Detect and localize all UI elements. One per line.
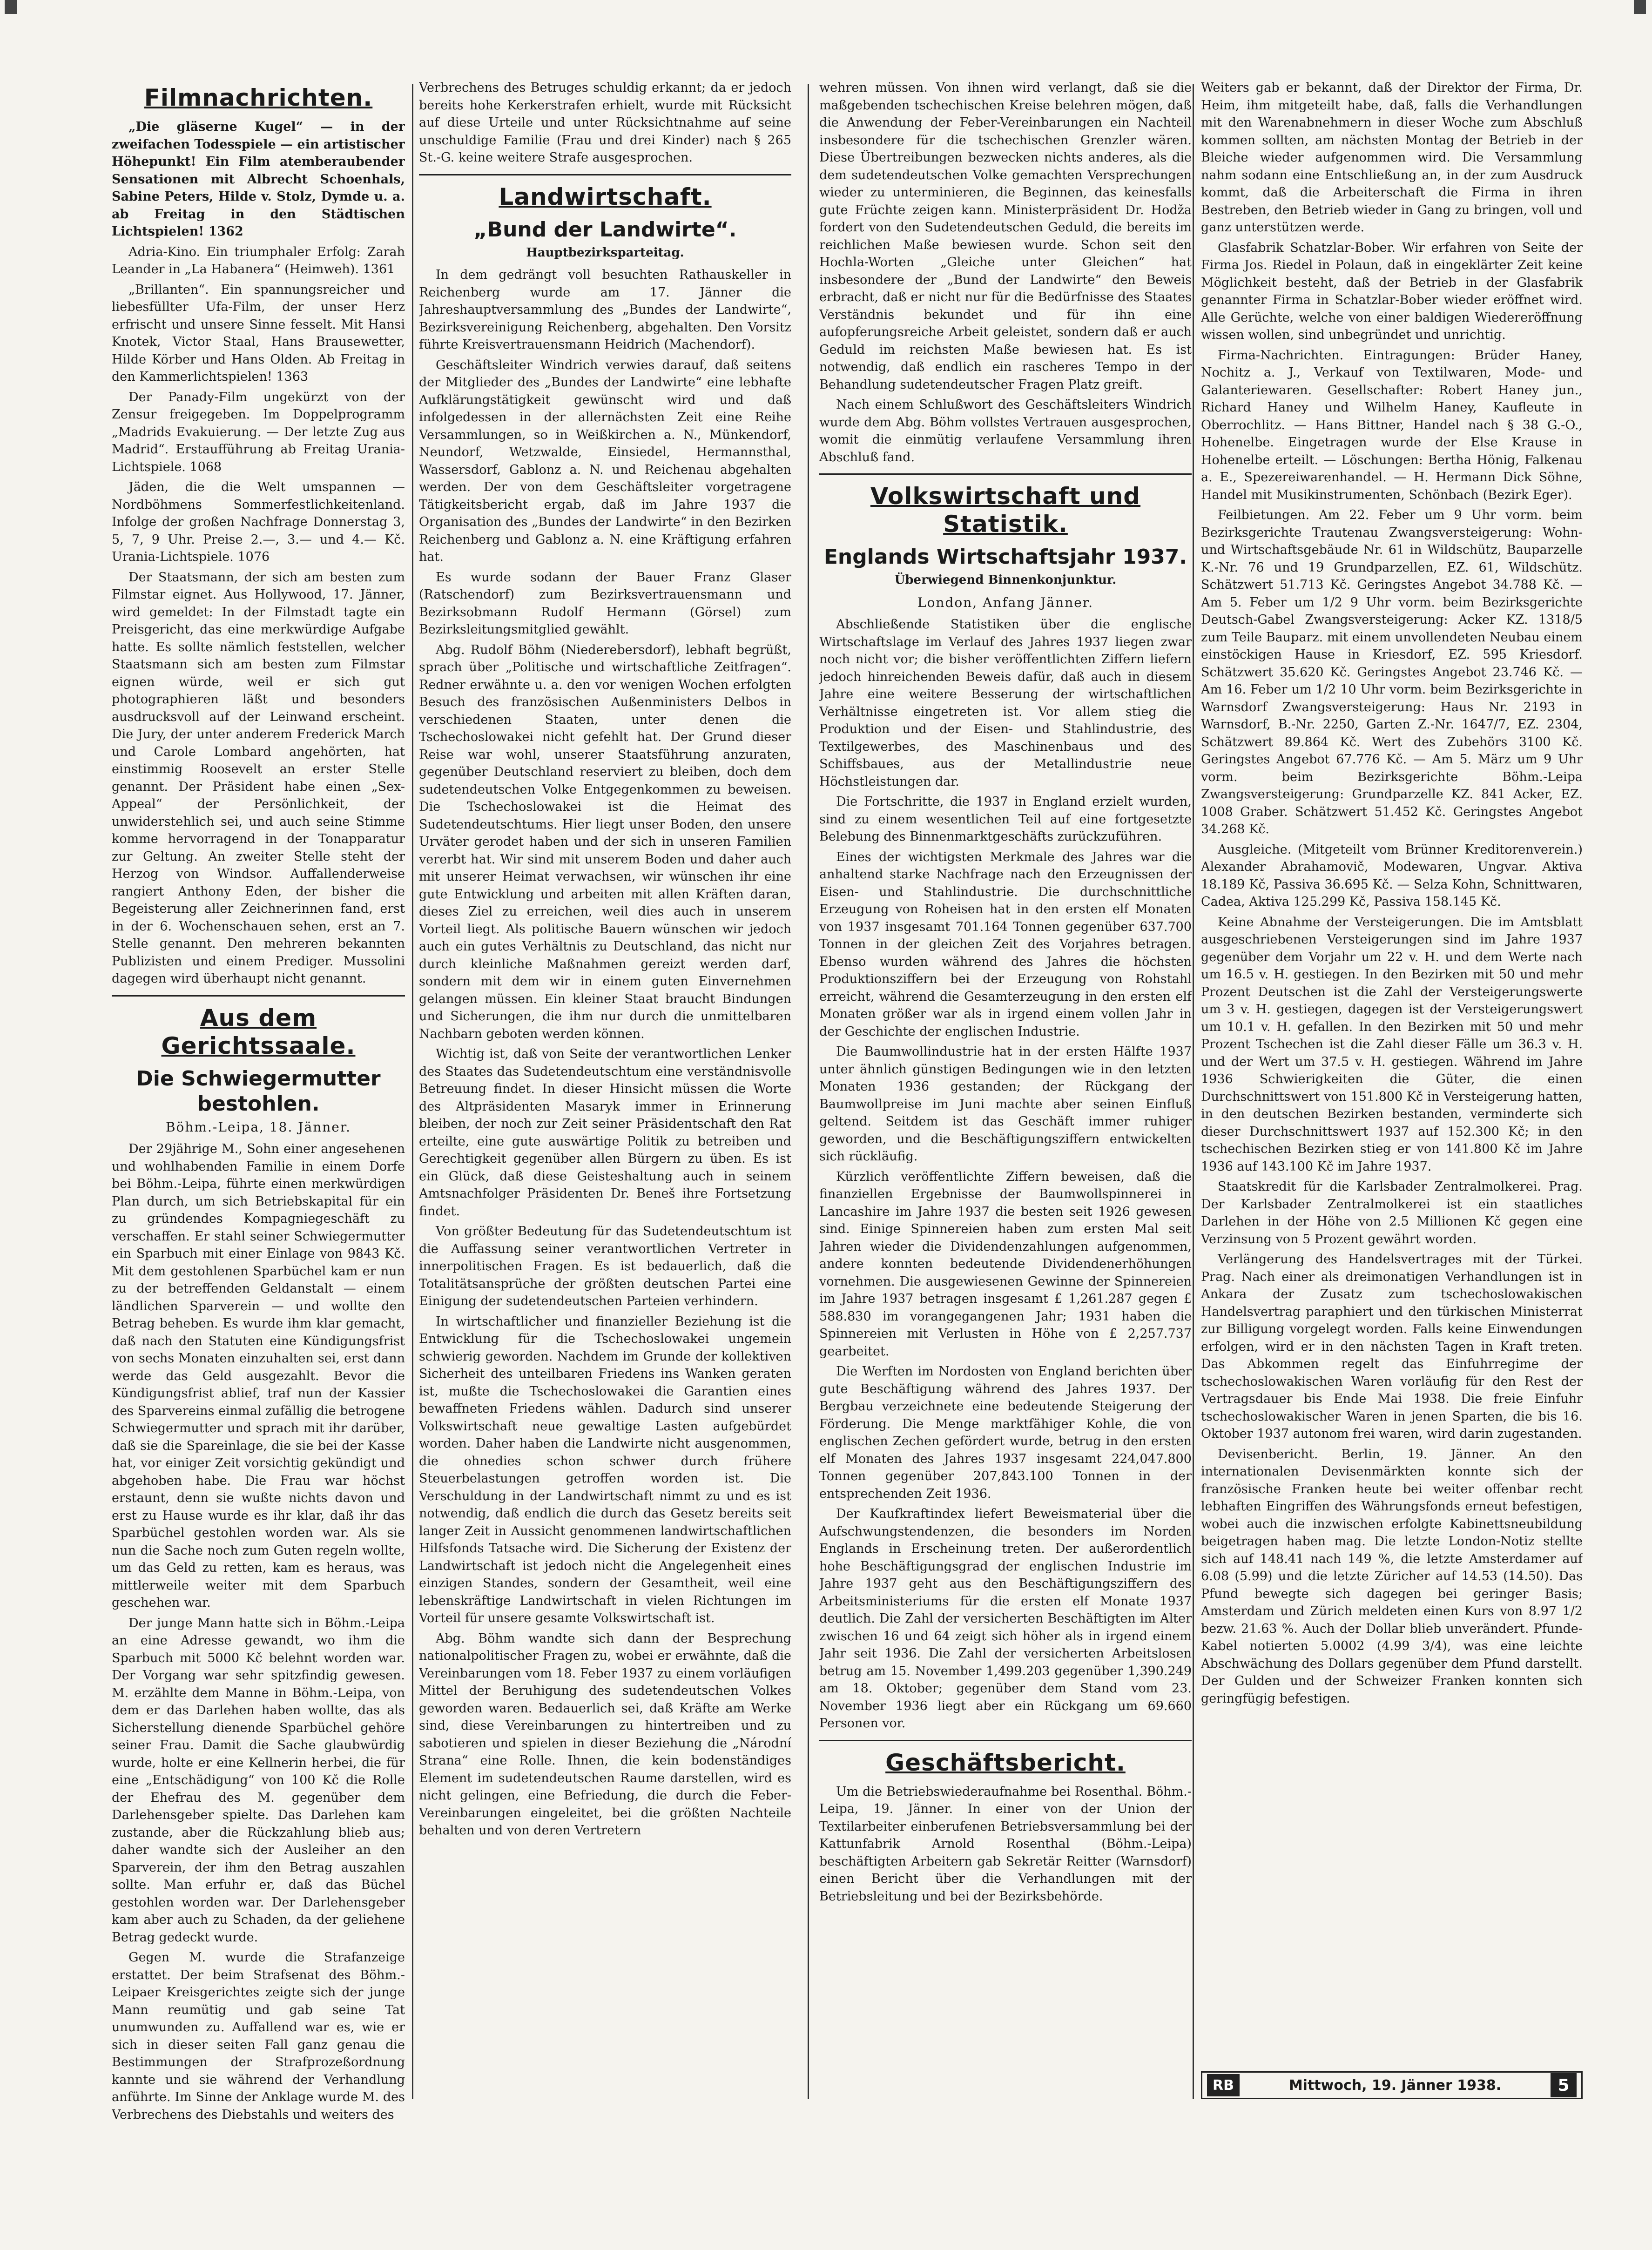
article-paragraph: Abschließende Statistiken über die englische Wirtschaftslage im Verlauf des Jahres 1937 liegen zwar noch nicht vor; die bisher veröffentlichten Ziffern liefern jedoch hinreichenden Beweis dafür, daß auch in diesem Jahre eine weitere Besserung der wirtschaftlichen Verhältnisse eingetreten ist. Vor allem stieg die Produktion und der Eisen- und Stahlindustrie, des Textilgewerbes, des Maschinenbaus und des Schiffsbaues, aus der Metallindustrie neue Höchstleistungen dar. (819, 617, 1192, 789)
section-title-court: Aus dem Gerichtssaale. (161, 1004, 356, 1059)
column-rule (808, 84, 809, 2099)
article-paragraph: Die Baumwollindustrie hat in der ersten Hälfte 1937 unter ähnlich günstigen Bedingungen wie in den letzten Monaten 1936 gestanden; der Rückgang der Baumwollpreise im Juni machte aber seinen Einfluß geltend. Seitdem ist das Geschäft immer ruhiger geworden, und die Beschäftigungsziffern entwickelten sich rückläufig. (819, 1044, 1192, 1164)
dateline: London, Anfang Jänner. (917, 594, 1094, 610)
article-headline: „Bund der Landwirte“. (473, 217, 737, 242)
article-paragraph: Geschäftsleiter Windrich verwies darauf, daß seitens der Mitglieder des „Bundes der Landwirte“ eine lebhafte Aufklärungstätigkeit gewünscht wird und daß infolgedessen in der allernächsten Zeit eine Reihe Versammlungen, so in Weißkirchen a. N., Münkendorf, Neundorf, Wetzwalde, Einsiedel, Hermannsthal, Wassersdorf, Gablonz a. N. und Reichenau abgehalten werden. Der von dem Geschäftsleiter vorgetragene Tätigkeitsbericht ergab, daß im Jahre 1937 die Organisation des „Bundes der Landwirte“ in den Bezirken Reichenberg und Gablonz a. N. eine Kräftigung erfahren hat. (419, 357, 791, 564)
divider (112, 995, 405, 997)
article-continuation: wehren müssen. Von ihnen wird verlangt, daß sie die maßgebenden tschechischen Kreise belehren mögen, daß die Anwendung der Feber-Vereinbarungen ein Nachteil insbesondere für die tschechischen Grenzler wären. Diese Übertreibungen bezwecken nichts anderes, als die dem sudetendeutschen Volke gemachten Versprechungen wieder zu unterminieren, die Beginnen, das keinesfalls gute Früchte zeigen kann. Ministerpräsident Dr. Hodža fordert von den Sudetendeutschen Geduld, die bereits im reichlichen Maße bewiesen wurde. Schon seit den Hochla-Worten „Gleiche unter Gleichen“ hat insbesondere der „Bund der Landwirte“ den Beweis erbracht, daß er nicht nur für die Bedürfnisse des Staates Verständnis bekundet und für ihn eine aufopferungsreiche Arbeit geleistet, sondern daß er auch Geduld im reichsten Maße bewiesen hat. Es ist notwendig, daß endlich ein rascheres Tempo in der Behandlung sudetendeutscher Fragen Platz greift. (819, 81, 1192, 392)
article-paragraph: Die Fortschritte, die 1937 in England erzielt wurden, sind zu einem wesentlichen Teil auf eine fortgesetzte Belebung des Binnenmarktgeschäfts zurückzuführen. (819, 795, 1192, 844)
column-2 (419, 79, 791, 2104)
column-4 (1201, 79, 1583, 2034)
column-3 (819, 79, 1192, 2090)
article-paragraph: Nach einem Schlußwort des Geschäftsleiters Windrich wurde dem Abg. Böhm vollstes Vertrauen ausgesprochen, womit die einmütig verlaufene Versammlung ihren Abschluß fand. (819, 397, 1192, 465)
article-paragraph: Eines der wichtigsten Merkmale des Jahres war die anhaltend starke Nachfrage nach den Erzeugnissen der Eisen- und Stahlindustrie. Die durchschnittliche Erzeugung von Roheisen hat in den ersten elf Monaten von 1937 insgesamt 701.164 Tonnen gegenüber 637.700 Tonnen in der gleichen Zeit des Vorjahres betragen. Ebenso wurden während des Jahres die höchsten Produktionsziffern bei der Erzeugung von Rohstahl erreicht, während die Gesamterzeugung in den ersten elf Monaten größer war als in irgend einem vollen Jahr in der Geschichte der englischen Industrie. (819, 849, 1192, 1039)
article-paragraph: In wirtschaftlicher und finanzieller Beziehung ist die Entwicklung für die Tschechoslowakei ungemein schwierig geworden. Nachdem im Grunde der kollektiven Sicherheit des unteilbaren Friedens ins Wanken geraten ist, mußte die Tschechoslowakei die Garantien eines bewaffneten Friedens wählen. Dadurch sind unserer Volkswirtschaft neue gewaltige Lasten aufgebürdet worden. Daher haben die Landwirte nicht ausgenommen, die ohnedies schon schwer durch frühere Steuerbelastungen getroffen worden ist. Die Verschuldung in der Landwirtschaft nimmt zu und es ist notwendig, daß endlich die durch das Gesetz bereits seit langer Zeit in Aussicht genommenen landwirtschaftlichen Hilfsfonds Tatsache wird. Die Sicherung der Existenz der Landwirtschaft ist jedoch nicht die Angelegenheit eines einzigen Standes, sondern der Gesamtheit, weil eine lebenskräftige Landwirtschaft in vielen Richtungen im Vorteil für unsere gesamte Volkswirtschaft ist. (419, 1314, 791, 1625)
column-rule (1193, 84, 1194, 2099)
divider (819, 473, 1192, 475)
article-paragraph: Der 29jährige M., Sohn einer angesehenen und wohlhabenden Familie in einem Dorfe bei Böhm.-Leipa, führte einen merkwürdigen Plan durch, um sich Betriebskapital für ein zu gründendes Kompagniegeschäft zu verschaffen. Er stahl seiner Schwiegermutter ein Sparbuch mit einer Einlage von 9843 Kč. Mit dem gestohlenen Sparbüchel kam er nun zu der betreffenden Geldanstalt — einem ländlichen Sparverein — und wollte den Betrag beheben. Es wurde ihm klar gemacht, daß nach den Statuten eine Kündigungsfrist von sechs Monaten einzuhalten sei, erst dann werde das Geld ausgezahlt. Bevor die Kündigungsfrist ablief, traf nun der Kassier des Sparvereins einmal zufällig die betrogene Schwiegermutter und sprach mit ihr darüber, daß sie die Spareinlage, die sie bei der Kasse hat, vor einiger Zeit vorsichtig gekündigt und abgehoben habe. Die Frau war höchst erstaunt, denn sie wußte nichts davon und erst zu Hause wurde es ihr klar, daß ihr das Sparbüchel gestohlen worden war. Als sie nun die Sache noch zum Guten regeln wollte, um das Geld zu retten, kam es heraus, was mittlerweile weiter mit dem Sparbuch geschehen war. (112, 1142, 405, 1610)
article-paragraph: Von größter Bedeutung für das Sudetendeutschtum ist die Auffassung seiner verantwortlichen Vertreter in innerpolitischen Fragen. Es ist bedauerlich, daß die Totalitätsansprüche der größten deutschen Partei eine Einigung der sudetendeutschen Parteien verhindern. (419, 1224, 791, 1308)
page-number: 5 (1551, 2073, 1577, 2097)
article-paragraph: Es wurde sodann der Bauer Franz Glaser (Ratschendorf) zum Bezirksvertrauensmann und Bezirksobmann Rudolf Hermann (Görsel) zum Bezirksleitungsmitglied gewählt. (419, 570, 791, 637)
article-continuation: Weiters gab er bekannt, daß der Direktor der Firma, Dr. Heim, ihm mitgeteilt habe, daß, falls die Verhandlungen mit den Warenabnehmern in dieser Woche zum Abschluß kommen sollten, am nächsten Montag der Betrieb in der Bleiche wieder aufgenommen wird. Die Versammlung nahm sodann eine Entschließung an, in der zum Ausdruck kommt, daß die Arbeiterschaft die Firma in ihren Bestreben, den Betrieb wieder in Gang zu bringen, voll und ganz unterstützen werde. (1201, 81, 1583, 235)
page-footer (1201, 2071, 1583, 2099)
newspaper-logo: RB (1207, 2074, 1240, 2096)
divider (419, 174, 791, 175)
registration-mark-right (1634, 0, 1646, 14)
business-item: Glasfabrik Schatzlar-Bober. Wir erfahren von Seite der Firma Jos. Riedel in Polaun, daß in eingeklärter Zeit keine Möglichkeit besteht, daß der Betrieb in der Glasfabrik genannter Firma in Schatzlar-Bober wieder eröffnet wird. Alle Gerüchte, welche von einer baldigen Wiedereröffnung wissen wollen, sind unbegründet und unrichtig. (1201, 240, 1583, 342)
article-subheadline: Überwiegend Binnenkonjunktur. (894, 573, 1117, 587)
film-item: „Brillanten“. Ein spannungsreicher und liebesfüllter Ufa-Film, der unser Herz erfrischt und unsere Sinne fesselt. Mit Hansi Knotek, Victor Staal, Hans Brausewetter, Hilde Körber und Hans Olden. Ab Freitag in den Kammerlichtspielen! 1363 (112, 282, 405, 384)
article-paragraph: Um die Betriebswiederaufnahme bei Rosenthal. Böhm.-Leipa, 19. Jänner. In einer von der Union der Textilarbeiter einberufenen Betriebsversammlung bei der Kattunfabrik Arnold Rosenthal (Böhm.-Leipa) beschäftigten Arbeitern gab Sekretär Reitter (Warnsdorf) einen Bericht über die Verhandlungen mit der Betriebsleitung und bei der Bezirksbehörde. (819, 1784, 1192, 1904)
article-continuation: Verbrechens des Betruges schuldig erkannt; da er jedoch bereits hohe Kerkerstrafen erhielt, wurde mit Rücksicht auf diese Urteile und unter Rücksichtnahme auf seine unschuldige Familie (Frau und drei Kinder) nach § 265 St.-G. keine weitere Strafe ausgesprochen. (419, 81, 791, 165)
article-subheadline: Hauptbezirksparteitag. (526, 245, 684, 260)
film-item: Adria-Kino. Ein triumphaler Erfolg: Zarah Leander in „La Habanera“ (Heimweh). 1361 (112, 244, 405, 276)
business-item: Firma-Nachrichten. Eintragungen: Brüder Haney, Nochitz a. J., Verkauf von Textilwaren, Mode- und Galanteriewaren. Gesellschafter: Robert Haney jun., Richard Haney und Wilhelm Haney, Kaufleute in Oberrochlitz. — Hans Bittner, Handel nach § 38 G.-O., Hohenelbe. Eingetragen wurde der Else Krause in Hohenelbe erteilt. — Löschungen: Bertha Hönig, Falkenau a. E., Spezereiwarenhandel. — H. Hermann Dick Söhne, Handel mit Musikinstrumenten, Schönbach (Bezirk Eger). (1201, 348, 1583, 502)
business-item: Verlängerung des Handelsvertrages mit der Türkei. Prag. Nach einer als dreimonatigen Verhandlungen ist in Ankara der Zusatz zum tschechoslowakischen Handelsvertrag paraphiert und den türkischen Ministerrat zur Billigung vorgelegt worden. Falls keine Einwendungen erfolgen, wird er in den nächsten Tagen in Kraft treten. Das Abkommen regelt das Einfuhrregime der tschechoslowakischen Waren vorläufig für den Rest der Vertragsdauer bis Ende Mai 1938. Die freie Einfuhr tschechoslowakischer Waren in jenen Sparten, die bis 16. Oktober 1937 autonom frei waren, wird darin zugestanden. (1201, 1252, 1583, 1441)
business-item: Feilbietungen. Am 22. Feber um 9 Uhr vorm. beim Bezirksgerichte Trautenau Zwangsversteigerung: Wohn- und Wirtschaftsgebäude Nr. 61 in Wildschütz, Bauparzelle K.-Nr. 76 und 19 Grundparzellen, EZ. 61, Wildschütz. Schätzwert 51.713 Kč. Geringstes Angebot 34.788 Kč. — Am 5. Feber um 1/2 9 Uhr vorm. beim Bezirksgerichte Deutsch-Gabel Zwangsversteigerung: Acker KZ. 1318/5 zum Teile Bauparz. mit einem unvollendeten Neubau einem einstöckigen Hause in Kriesdorf, EZ. 595 Kriesdorf. Schätzwert 35.620 Kč. Geringstes Angebot 23.746 Kč. — Am 16. Feber um 1/2 10 Uhr vorm. beim Bezirksgerichte in Warnsdorf Zwangsversteigerung: Haus Nr. 2193 in Warnsdorf, B.-Nr. 2250, Garten Z.-Nr. 1647/7, EZ. 2304, Schätzwert 89.864 Kč. Wert des Zubehörs 3100 Kč. Geringstes Angebot 67.776 Kč. — Am 5. März um 9 Uhr vorm. beim Bezirksgerichte Böhm.-Leipa Zwangsversteigerung: Grundparzelle KZ. 841 Acker, EZ. 1008 Graber. Schätzwert 51.452 Kč. Geringstes Angebot 34.268 Kč. (1201, 508, 1583, 836)
column-rule (412, 84, 413, 2099)
article-paragraph: Abg. Rudolf Böhm (Niederebersdorf), lebhaft begrüßt, sprach über „Politische und wirtschaftliche Zeitfragen“. Redner erwähnte u. a. den vor wenigen Wochen erfolgten Besuch des französischen Außenministers Delbos in verschiedenen Staaten, unter denen die Tschechoslowakei nicht gefehlt hat. Der Grund dieser Reise war wohl, unserer Staatsführung anzuraten, gegenüber Deutschland reserviert zu bleiben, doch dem sudetendeutschen Volke Entgegenkommen zu beweisen. Die Tschechoslowakei ist die Heimat des Sudetendeutschtums. Hier liegt unser Boden, den unsere Urväter gerodet haben und der sich in unseren Familien vererbt hat. Wir sind mit unserem Boden und daher auch mit unserer Heimat verwachsen, wir wünschen ihr eine gute Entwicklung und arbeiten mit allen Kräften daran, dieses Ziel zu erreichen, weil dies auch in unserem Vorteil liegt. Als politische Bauern wünschen wir jedoch auch ein gutes Verhältnis zu Deutschland, das nicht nur durch kleinliche Maßnahmen gereizt werden darf, sondern mit dem wir in einem guten Einvernehmen gelangen müssen. Ein kleiner Staat braucht Bindungen und Sicherungen, die ihm nur durch die unmittelbaren Nachbarn geboten werden können. (419, 642, 791, 1041)
registration-mark-left (5, 0, 17, 14)
business-item: Staatskredit für die Karlsbader Zentralmolkerei. Prag. Der Karlsbader Zentralmolkerei ist ein staatliches Darlehen in der Höhe von 2.5 Millionen Kč gegen eine Verzinsung von 5 Prozent gewährt worden. (1201, 1179, 1583, 1246)
section-title-economy: Volkswirtschaft und Statistik. (870, 483, 1141, 538)
section-title-agriculture: Landwirtschaft. (499, 183, 712, 210)
article-paragraph: Abg. Böhm wandte sich dann der Besprechung nationalpolitischer Fragen zu, wobei er erwähnte, daß die Vereinbarungen vom 18. Feber 1937 zu einem vorläufigen Mittel der Beruhigung des sudetendeutschen Volkes geworden waren. Bedauerlich sei, daß Kräfte am Werke sind, diese Vereinbarungen zu hintertreiben und zu sabotieren und spielen in dieser Beziehung die „Národní Strana“ eine Rolle. Ihnen, die kein bodenständiges Element im sudetendeutschen Raume darstellen, wird es nicht gelingen, eine Befriedung, die durch die Feber-Vereinbarungen eingeleitet, bei die größten Nachteile behalten und von deren Vertretern (419, 1631, 791, 1838)
film-item: Der Staatsmann, der sich am besten zum Filmstar eignet. Aus Hollywood, 17. Jänner, wird gemeldet: In der Filmstadt tagte ein Preisgericht, das eine merkwürdige Aufgabe hatte. Es sollte nämlich feststellen, welcher Staatsmann sich am besten zum Filmstar eignen würde, weil er sich gut photographieren läßt und besonders ausdrucksvoll auf der Leinwand erscheint. Die Jury, der unter anderem Frederick March und Carole Lombard angehörten, hat einstimmig Roosevelt an erster Stelle genannt. Der Präsident habe einen „Sex-Appeal“ der Persönlichkeit, der unwiderstehlich sei, und auch seine Stimme komme hervorragend in der Tonapparatur zur Geltung. An zweiter Stelle steht der Herzog von Windsor. Auffallenderweise rangiert Anthony Eden, der bisher die Begeisterung aller Zeichnerinnen fand, erst in der 6. Wochenschauen sehen, erst an 7. Stelle genannt. Den mehreren bekannten Publizisten und einem Prediger. Mussolini dagegen wird überhaupt nicht genannt. (112, 570, 405, 986)
article-paragraph: Gegen M. wurde die Strafanzeige erstattet. Der beim Strafsenat des Böhm.-Leipaer Kreisgerichtes zeigte sich der junge Mann reumütig und gab seine Tat unumwunden zu. Auffallend war es, wie er sich in dieser seiten Fall ganz genau die Bestimmungen der Strafprozeßordnung kannte und sie während der Verhandlung anführte. Im Sinne der Anklage wurde M. des Verbrechens des Diebstahls und weiters des (112, 1950, 405, 2122)
business-item: Keine Abnahme der Versteigerungen. Die im Amtsblatt ausgeschriebenen Versteigerungen sind im Jahre 1937 gegenüber dem Vorjahr um 22 v. H. und dem Werte nach um 16.5 v. H. gestiegen. In den Bezirken mit 50 und mehr Prozent Deutschen ist die Zahl der Versteigerungswerte um 3 v. H. gestiegen, dagegen ist der Versteigerungswert um 10.1 v. H. gefallen. In den Bezirken mit 50 und mehr Prozent Tschechen ist die Zahl dieser Fälle um 36.3 v. H. und der Wert um 37.5 v. H. gestiegen. Während im Jahre 1936 Schwierigkeiten die Güter, die einen Durchschnittswert von 151.800 Kč in Versteigerung hatten, in den deutschen Bezirken bestanden, verminderte sich dieser Durchschnittswert 1937 auf 152.300 Kč; in den tschechischen Bezirken stieg er von 141.800 Kč im Jahre 1936 auf 143.100 Kč im Jahre 1937. (1201, 915, 1583, 1174)
column-1 (112, 79, 405, 2122)
article-headline: Englands Wirtschaftsjahr 1937. (823, 545, 1187, 569)
article-paragraph: In dem gedrängt voll besuchten Rathauskeller in Reichenberg wurde am 17. Jänner die Jahreshauptversammlung des „Bundes der Landwirte“, Bezirksvereinigung Reichenberg, abgehalten. Den Vorsitz führte Kreisvertrauensmann Heidrich (Machendorf). (419, 268, 791, 352)
article-paragraph: Kürzlich veröffentlichte Ziffern beweisen, daß die finanziellen Ergebnisse der Baumwollspinnerei in Lancashire im Jahre 1937 die besten seit 1926 gewesen sind. Einige Spinnereien haben zum ersten Mal seit Jahren wieder die Dividendenzahlungen aufgenommen, andere konnten bedeutende Dividendenerhöhungen vornehmen. Die ausgewiesenen Gewinne der Spinnereien im Jahre 1937 betragen insgesamt £ 1,261.287 gegen £ 588.830 im vorangegangenen Jahr; 1931 haben die Spinnereien mit Verlusten in Höhe von £ 2,257.737 gearbeitet. (819, 1169, 1192, 1359)
issue-date: Mittwoch, 19. Jänner 1938. (1288, 2077, 1502, 2094)
business-item: Ausgleiche. (Mitgeteilt vom Brünner Kreditorenverein.) Alexander Abrahamovič, Modewaren, Ungvar. Aktiva 18.189 Kč, Passiva 36.695 Kč. — Selza Kohn, Schnittwaren, Cadea, Aktiva 125.299 Kč, Passiva 158.145 Kč. (1201, 842, 1583, 909)
article-headline: Die Schwiegermutter bestohlen. (136, 1066, 381, 1116)
section-title-business: Geschäftsbericht. (885, 1749, 1126, 1776)
divider (819, 1740, 1192, 1741)
article-paragraph: Wichtig ist, daß von Seite der verantwortlichen Lenker des Staates das Sudetendeutschtum eine verständnisvolle Betreuung findet. In dieser Hinsicht müssen die Worte des Altpräsidenten Masaryk immer in Erinnerung bleiben, der noch zur Zeit seiner Präsidentschaft den Rat erteilte, eine gute auswärtige Politik zu betreiben und Gerechtigkeit gegenüber allen Bürgern zu üben. Es ist ein Glück, daß diese Geisteshaltung auch in seinem Amtsnachfolger Präsidenten Dr. Beneš ihre Fortsetzung findet. (419, 1047, 791, 1219)
section-title-film: Filmnachrichten. (144, 84, 373, 111)
film-item: Der Panady-Film ungekürzt von der Zensur freigegeben. Im Doppelprogramm „Madrids Evakuierung. — Der letzte Zug aus Madrid“. Erstaufführung ab Freitag Urania-Lichtspiele. 1068 (112, 390, 405, 474)
business-item: Devisenbericht. Berlin, 19. Jänner. An den internationalen Devisenmärkten konnte sich der französische Franken heute bei weiter offenbar recht lebhaften Eingriffen des Währungsfonds erneut befestigen, wobei auch die inzwischen erfolgte Kabinettsneubildung beigetragen haben mag. Die letzte London-Notiz stellte sich auf 148.41 nach 149 %, die letzte Amsterdamer auf 6.08 (5.99) und die letzte Züricher auf 14.53 (14.50). Das Pfund bewegte sich dagegen bei geringer Basis; Amsterdam und Zürich meldeten einen Kurs von 8.97 1/2 bezw. 21.63 %. Auch der Dollar blieb unverändert. Pfunde-Kabel notierten 5.0002 (4.99 3/4), was eine leichte Abschwächung des Dollars gegenüber dem Pfund darstellt. Der Gulden und der Schweizer Franken konnten sich geringfügig befestigen. (1201, 1447, 1583, 1706)
article-paragraph: Der Kaufkraftindex liefert Beweismaterial über die Aufschwungstendenzen, die besonders im Norden Englands in Erscheinung treten. Der außerordentlich hohe Beschäftigungsgrad der englischen Industrie im Jahre 1937 geht aus den Beschäftigungsziffern des Arbeitsministeriums für die ersten elf Monate 1937 deutlich. Die Zahl der versicherten Beschäftigten im Alter zwischen 16 und 64 zeigt sich höher als in irgend einem Jahr seit 1936. Die Zahl der versicherten Arbeitslosen betrug am 15. November 1,499.203 gegenüber 1,390.249 am 18. Oktober; gegenüber dem Stand vom 23. November 1936 liegt aber ein Rückgang um 69.660 Personen vor. (819, 1507, 1192, 1731)
article-paragraph: Die Werften im Nordosten von England berichten über gute Beschäftigung während des Jahres 1937. Der Bergbau verzeichnete eine bedeutende Steigerung der Förderung. Die Menge marktfähiger Kohle, die von englischen Zechen gefördert wurde, betrug in den ersten elf Monaten des Jahres 1937 insgesamt 224,047.800 Tonnen gegenüber 207,843.100 Tonnen in der entsprechenden Zeit 1936. (819, 1364, 1192, 1501)
film-item: „Die gläserne Kugel“ — in der zweifachen Todesspiele — ein artistischer Höhepunkt! Ein Film atemberaubender Sensationen mit Albrecht Schoenhals, Sabine Peters, Hilde v. Stolz, Dymde u. a. ab Freitag in den Städtischen Lichtspielen! 1362 (112, 120, 405, 239)
film-item: Jäden, die die Welt umspannen — Nordböhmens Sommerfestlichkeitenland. Infolge der großen Nachfrage Donnerstag 3, 5, 7, 9 Uhr. Preise 2.—, 3.— und 4.— Kč. Urania-Lichtspiele. 1076 (112, 480, 405, 564)
article-paragraph: Der junge Mann hatte sich in Böhm.-Leipa an eine Adresse gewandt, wo ihm die Sparbuch mit 5000 Kč belehnt worden war. Der Vorgang war sehr spitzfindig gewesen. M. erzählte dem Manne in Böhm.-Leipa, von dem er das Darlehen haben wollte, das als Sicherstellung dienende Sparbüchel gehöre seiner Frau. Damit die Sache glaubwürdig wurde, holte er eine Kellnerin herbei, die für eine „Entschädigung“ von 100 Kč die Rolle der Ehefrau des M. gegenüber dem Darlehensgeber spielte. Das Darlehen kam zustande, aber die Rückzahlung blieb aus; daher wandte sich der Ausleiher an den Sparverein, der ihm den Betrag auszahlen sollte. Man erfuhr er, daß das Büchel gestohlen worden war. Der Darlehensgeber kam aber auch zu Schaden, da der geliehene Betrag gedeckt wurde. (112, 1616, 405, 1945)
dateline: Böhm.-Leipa, 18. Jänner. (165, 1119, 351, 1135)
